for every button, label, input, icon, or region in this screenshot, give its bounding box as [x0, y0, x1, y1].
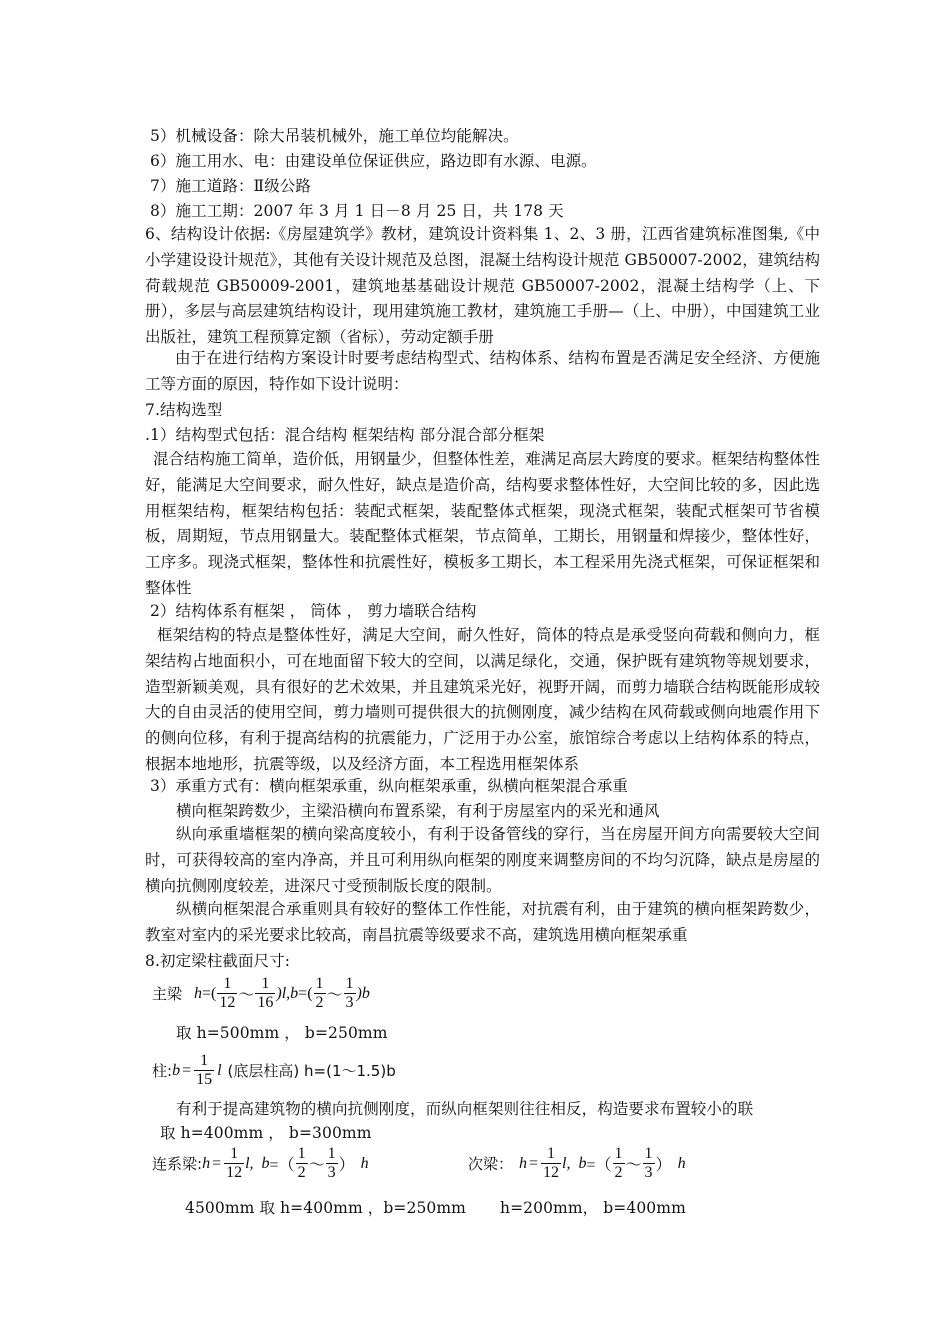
- s7-item-3: 3）承重方式有：横向框架承重，纵向框架承重，纵横向框架混合承重: [150, 777, 628, 795]
- column-paragraph: 有利于提高建筑物的横向抗侧刚度，而纵向框架则往往相反，构造要求布置较小的联: [176, 1100, 754, 1118]
- tie-beam-formula: 连系梁: h = $\frac{1}{12}$ l, b =（ $\frac{1}{2}$ ～ $\frac{1}{3}$ ） h: [152, 1145, 369, 1181]
- main-beam-label: 主梁: [152, 985, 183, 1003]
- item-6: 6）施工用水、电：由建设单位保证供应，路边即有水源、电源。: [150, 152, 597, 170]
- fraction: $\frac{1}{15}$: [196, 1052, 213, 1088]
- secondary-beam-label: 次梁：: [468, 1155, 514, 1173]
- column-label: 柱:: [152, 1062, 173, 1080]
- fraction: $\frac{1}{3}$: [327, 1145, 336, 1181]
- s7-item-3-p3: 纵横向框架混合承重则具有较好的整体工作性能，对抗震有利，由于建筑的横向框架跨数少，教室对室内的采光要求比较高，南昌抗震等级要求不高，建筑选用横向框架承重: [145, 900, 820, 944]
- fraction: $\frac{1}{2}$: [315, 975, 324, 1011]
- section-8-title: 8.初定梁柱截面尺寸:: [145, 952, 291, 970]
- column-formula: 柱: b = $\frac{1}{15}$ l (底层柱高) h=(1～1.5)b: [152, 1052, 396, 1088]
- column-result: 取 h=400mm ， b=300mm: [160, 1124, 372, 1142]
- item-8: 8）施工工期：2007 年 3 月 1 日－8 月 25 日，共 178 天: [150, 202, 564, 220]
- fraction: $\frac{1}{3}$: [644, 1145, 653, 1181]
- section-6-paragraph: 6、结构设计依据:《房屋建筑学》教材，建筑设计资料集 1、2、3 册，江西省建筑标准图集,《中小学建设设计规范》，其他有关设计规范及总图，混凝土结构设计规范 GB50007-2002，建筑结构荷载规范 GB50009-2001，建筑地基基础设计规范 GB50007-2002，混凝土结构学（上、下册），多层与高层建筑结构设计，现用建筑施工教材，建筑施工手册—（上、中册），中国建筑工业出版社，建筑工程预算定额（省标），劳动定额手册: [145, 225, 820, 347]
- main-beam-result: 取 h=500mm ， b=250mm: [176, 1024, 388, 1042]
- s7-item-3-p1: 横向框架跨数少，主梁沿横向布置系梁，有利于房屋室内的采光和通风: [176, 802, 660, 820]
- item-5: 5）机械设备：除大吊装机械外，施工单位均能解决。: [150, 127, 519, 145]
- fraction: $\frac{1}{2}$: [297, 1145, 306, 1181]
- fraction: $\frac{1}{3}$: [345, 975, 354, 1011]
- secondary-beam-formula: 次梁： h = $\frac{1}{12}$ l, b =（ $\frac{1}{2}$ ～ $\frac{1}{3}$ ） h: [468, 1145, 686, 1181]
- s7-item-1-paragraph: 混合结构施工简单，造价低，用钢量少，但整体性差，难满足高层大跨度的要求。框架结构整体性好，能满足大空间要求，耐久性好，缺点是造价高，结构要求整体性好，大空间比较的多，因此选用框架结构，框架结构包括：装配式框架，装配整体式框架，现浇式框架，装配式框架可节省模板，周期短，节点用钢量大。装配整体式框架，节点简单，工期长，用钢量和焊接少，整体性好，工序多。现浇式框架，整体性和抗震性好，模板多工期长，本工程采用先浇式框架，可保证框架和整体性: [145, 450, 820, 597]
- item-7: 7）施工道路：Ⅱ级公路: [150, 177, 311, 195]
- s7-item-1: .1）结构型式包括：混合结构 框架结构 部分混合部分框架: [145, 426, 545, 444]
- s7-item-2-paragraph: 框架结构的特点是整体性好，满足大空间，耐久性好，筒体的特点是承受竖向荷载和侧向力，框架结构占地面积小，可在地面留下较大的空间，以满足绿化，交通，保护既有建筑物等规划要求，造型新颖美观，具有很好的艺术效果，并且建筑采光好，视野开阔，而剪力墙联合结构既能形成较大的自由灵活的使用空间，剪力墙则可提供很大的抗侧刚度，减少结构在风荷载或侧向地震作用下的侧向位移，有利于提高结构的抗震能力，广泛用于办公室，旅馆综合考虑以上结构体系的特点， 根据本地地形，抗震等级，以及经济方面，本工程选用框架体系: [145, 626, 820, 773]
- fraction: $\frac{1}{12}$: [219, 975, 236, 1011]
- s7-item-2: 2）结构体系有框架 ， 筒体 ， 剪力墙联合结构: [150, 602, 477, 620]
- main-beam-formula: 主梁 h =( $\frac{1}{12}$ ～ $\frac{1}{16}$ )l, b =( $\frac{1}{2}$ ～ $\frac{1}{3}$ )b: [152, 975, 370, 1011]
- fraction: $\frac{1}{12}$: [226, 1145, 243, 1181]
- tie-beam-result: 4500mm 取 h=400mm ，b=250mm: [185, 1199, 466, 1217]
- tie-beam-label: 连系梁:: [152, 1155, 203, 1173]
- fraction: $\frac{1}{16}$: [257, 975, 274, 1011]
- fraction: $\frac{1}{2}$: [614, 1145, 623, 1181]
- s7-item-3-p2: 纵向承重墙框架的横向梁高度较小，有利于设备管线的穿行，当在房屋开间方向需要较大空间时，可获得较高的室内净高，并且可利用纵向框架的刚度来调整房间的不均匀沉降，缺点是房屋的横向抗侧刚度较差，进深尺寸受预制版长度的限制。: [145, 825, 820, 895]
- intro-paragraph: 由于在进行结构方案设计时要考虑结构型式、结构体系、结构布置是否满足安全经济、方便施工等方面的原因，特作如下设计说明：: [145, 349, 820, 393]
- fraction: $\frac{1}{12}$: [543, 1145, 560, 1181]
- secondary-beam-result: h=200mm， b=400mm: [500, 1199, 686, 1217]
- section-7-title: 7.结构选型: [145, 401, 223, 419]
